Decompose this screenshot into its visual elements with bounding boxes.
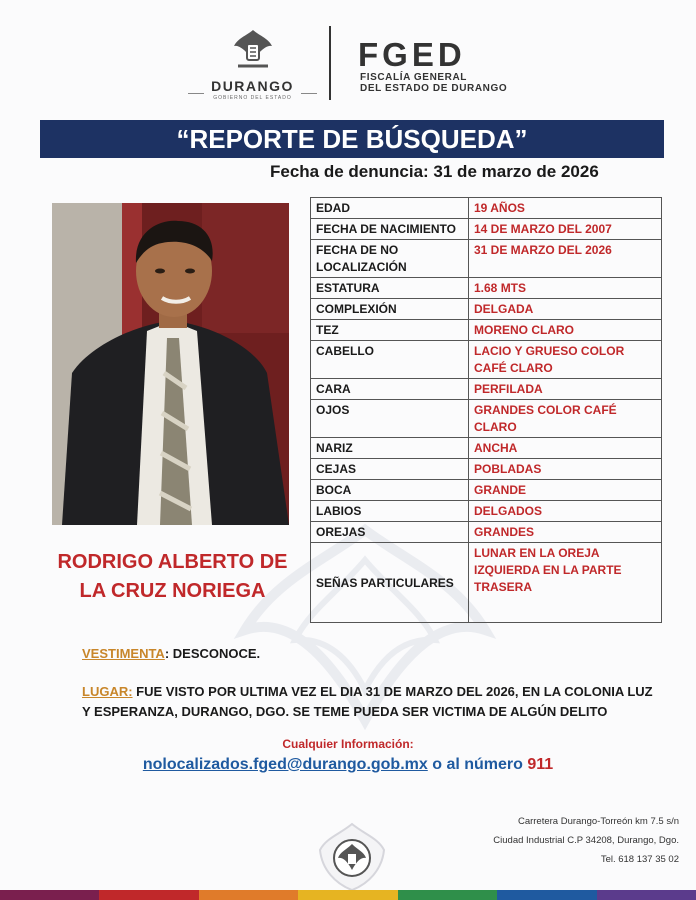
clothing-field <box>82 644 260 664</box>
details-value: GRANDES <box>469 522 662 543</box>
durango-subtitle: GOBIERNO DEL ESTADO <box>213 95 292 101</box>
clothing-value: : DESCONOCE. <box>164 646 261 661</box>
details-row <box>311 198 662 219</box>
place-value: FUE VISTO POR ULTIMA VEZ EL DIA 31 DE MARZO DEL 2026, EN LA COLONIA LUZ Y ESPERANZA, DURANGO, DGO. SE TEME PUEDA SER VICTIMA DE ALGÚN DELITO <box>82 684 653 719</box>
details-value: 14 DE MARZO DEL 2007 <box>469 219 662 240</box>
fged-line2: DEL ESTADO DE DURANGO <box>360 83 508 94</box>
details-label: FECHA DE NACIMIENTO <box>311 219 469 240</box>
address-line1: Carretera Durango-Torreón km 7.5 s/n <box>517 816 679 827</box>
place-field <box>82 682 662 722</box>
contact-phone-number: 911 <box>527 756 554 773</box>
person-details-table <box>310 197 662 623</box>
stripe-segment <box>497 890 596 900</box>
details-value: LACIO Y GRUESO COLOR CAFÉ CLARO <box>469 341 662 379</box>
details-row <box>311 278 662 299</box>
details-row <box>311 459 662 480</box>
details-label: CEJAS <box>311 459 469 480</box>
place-label: LUGAR: <box>82 684 133 699</box>
details-label: SEÑAS PARTICULARES <box>311 543 469 623</box>
logo-rule-left <box>188 93 204 94</box>
details-value: LUNAR EN LA OREJA IZQUIERDA EN LA PARTE TRASERA <box>469 543 662 623</box>
details-label: OJOS <box>311 400 469 438</box>
fged-badge-icon <box>312 820 392 892</box>
details-label: CABELLO <box>311 341 469 379</box>
details-label: COMPLEXIÓN <box>311 299 469 320</box>
stripe-segment <box>99 890 198 900</box>
details-value: MORENO CLARO <box>469 320 662 341</box>
details-value: DELGADOS <box>469 501 662 522</box>
details-value: POBLADAS <box>469 459 662 480</box>
clothing-label: VESTIMENTA <box>82 646 165 661</box>
details-value: 1.68 MTS <box>469 278 662 299</box>
details-row <box>311 543 662 623</box>
fged-logo <box>358 38 528 94</box>
contact-heading: Cualquier Información: <box>282 737 414 751</box>
contact-email-link[interactable]: nolocalizados.fged@durango.gob.mx <box>142 756 428 773</box>
details-row <box>311 522 662 543</box>
details-table-body <box>311 198 662 623</box>
stripe-segment <box>199 890 298 900</box>
details-value: 31 DE MARZO DEL 2026 <box>469 240 662 278</box>
fged-line1: FISCALÍA GENERAL <box>360 72 468 83</box>
missing-person-photo <box>52 203 289 525</box>
details-label: BOCA <box>311 480 469 501</box>
address-line2: Ciudad Industrial C.P 34208, Durango, Dgo. <box>493 835 679 846</box>
details-row <box>311 400 662 438</box>
details-value: ANCHA <box>469 438 662 459</box>
report-title-banner: “REPORTE DE BÚSQUEDA” <box>40 120 664 158</box>
logo-rule-right <box>301 93 317 94</box>
details-value: PERFILADA <box>469 379 662 400</box>
details-row <box>311 320 662 341</box>
details-row <box>311 219 662 240</box>
details-label: ESTATURA <box>311 278 469 299</box>
details-row <box>311 438 662 459</box>
address-line3: Tel. 618 137 35 02 <box>600 854 679 865</box>
person-name-line2: LA CRUZ NORIEGA <box>79 580 266 602</box>
fged-acronym: FGED <box>358 36 466 73</box>
header <box>0 18 696 118</box>
report-date: Fecha de denuncia: 31 de marzo de 2026 <box>270 162 599 181</box>
stripe-segment <box>597 890 696 900</box>
stripe-segment <box>0 890 99 900</box>
contact-line <box>0 756 696 774</box>
bottom-color-stripe <box>0 890 696 900</box>
details-row <box>311 299 662 320</box>
durango-crest-icon <box>228 26 278 76</box>
details-label: LABIOS <box>311 501 469 522</box>
details-row <box>311 480 662 501</box>
person-name <box>40 548 305 606</box>
contact-middle-text: o al número <box>427 756 528 773</box>
details-label: OREJAS <box>311 522 469 543</box>
details-label: CARA <box>311 379 469 400</box>
details-label: FECHA DE NO LOCALIZACIÓN <box>311 240 469 278</box>
stripe-segment <box>298 890 397 900</box>
details-label: TEZ <box>311 320 469 341</box>
details-row <box>311 240 662 278</box>
details-value: GRANDES COLOR CAFÉ CLARO <box>469 400 662 438</box>
header-divider <box>329 26 331 100</box>
person-name-line1: RODRIGO ALBERTO DE <box>57 551 288 573</box>
durango-name: DURANGO <box>211 78 294 94</box>
details-row <box>311 501 662 522</box>
details-label: EDAD <box>311 198 469 219</box>
durango-logo <box>190 26 315 112</box>
details-value: 19 AÑOS <box>469 198 662 219</box>
details-row <box>311 341 662 379</box>
details-value: GRANDE <box>469 480 662 501</box>
details-label: NARIZ <box>311 438 469 459</box>
details-row <box>311 379 662 400</box>
stripe-segment <box>398 890 497 900</box>
details-value: DELGADA <box>469 299 662 320</box>
address-block <box>493 812 679 869</box>
